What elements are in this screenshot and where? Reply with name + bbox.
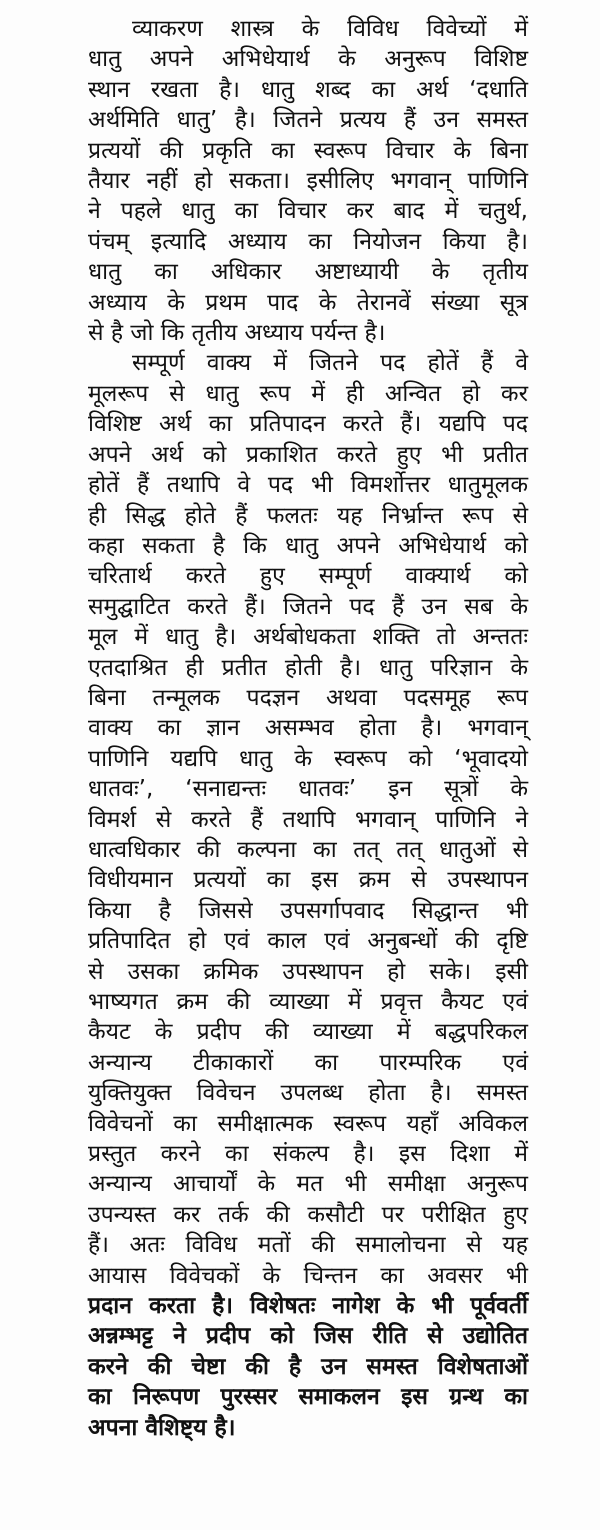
- text-line: अध्याय के प्रथम पाद के तेरानवें संख्या सूत्र: [88, 289, 528, 316]
- paragraph-1: [88, 14, 528, 348]
- text-line: वाक्य का ज्ञान असम्भव होता है। भगवान्: [88, 715, 528, 742]
- text-line: पाणिनि यद्यपि धातु के स्वरूप को ‘भूवादयो: [88, 745, 528, 772]
- text-line: से उसका क्रमिक उपस्थापन हो सके। इसी: [88, 958, 528, 985]
- text-line: करने की चेष्टा की है उन समस्त विशेषताओं: [88, 1353, 528, 1380]
- text-line: प्रदान करता है। विशेषतः नागेश के भी पूर्ववर्ती: [88, 1293, 528, 1320]
- text-line: विधीयमान प्रत्ययों का इस क्रम से उपस्थापन: [88, 867, 528, 894]
- text-line: प्रत्ययों की प्रकृति का स्वरूप विचार के बिना: [88, 137, 528, 164]
- text-line: धातवः’, ‘सनाद्यन्तः धातवः’ इन सूत्रों के: [88, 776, 528, 803]
- text-line: सम्पूर्ण वाक्य में जितने पद होतें हैं वे: [132, 350, 528, 377]
- text-line: प्रस्तुत करने का संकल्प है। इस दिशा में: [88, 1141, 528, 1168]
- text-line: कहा सकता है कि धातु अपने अभिधेयार्थ को: [88, 532, 528, 559]
- text-line: युक्तियुक्त विवेचन उपलब्ध होता है। समस्त: [88, 1080, 528, 1107]
- text-line: उपन्यस्त कर तर्क की कसौटी पर परीक्षित हुए: [88, 1201, 528, 1228]
- text-line: धातु अपने अभिधेयार्थ के अनुरूप विशिष्ट: [88, 46, 528, 73]
- text-line: बिना तन्मूलक पदज्ञन अथवा पदसमूह रूप: [88, 684, 528, 711]
- text-line: धातु का अधिकार अष्टाध्यायी के तृतीय: [88, 259, 528, 286]
- text-line: स्थान रखता है। धातु शब्द का अर्थ ‘दधाति: [88, 76, 528, 103]
- text-line: से है जो कि तृतीय अध्याय पर्यन्त है।: [88, 320, 386, 347]
- text-line: समुद्घाटित करते हैं। जितने पद हैं उन सब के: [88, 593, 528, 620]
- text-line: भाष्यगत क्रम की व्याख्या में प्रवृत्त कैयट एवं: [88, 989, 528, 1015]
- text-line: चरितार्थ करते हुए सम्पूर्ण वाक्यार्थ को: [88, 563, 528, 590]
- text-line: अपने अर्थ को प्रकाशित करते हुए भी प्रतीत: [88, 441, 528, 468]
- text-line: कैयट के प्रदीप की व्याख्या में बद्धपरिकल: [88, 1019, 528, 1046]
- text-line: प्रतिपादित हो एवं काल एवं अनुबन्धों की दृष्टि: [88, 928, 528, 955]
- text-line: विवेचनों का समीक्षात्मक स्वरूप यहाँ अविकल: [88, 1110, 528, 1137]
- text-line: एतदाश्रित ही प्रतीत होती है। धातु परिज्ञान के: [88, 654, 528, 681]
- paragraph-2: [88, 348, 528, 1443]
- body-text: [88, 14, 528, 1443]
- text-line: होतें हैं तथापि वे पद भी विमर्शोत्तर धातुमूलक: [88, 472, 528, 499]
- text-line: ही सिद्ध होते हैं फलतः यह निर्भ्रान्त रूप से: [88, 502, 528, 529]
- text-line: मूल में धातु है। अर्थबोधकता शक्ति तो अन्ततः: [88, 624, 528, 651]
- text-line: का निरूपण पुरस्सर समाकलन इस ग्रन्थ का: [88, 1384, 528, 1411]
- text-line: ने पहले धातु का विचार कर बाद में चतुर्थ,: [88, 198, 528, 225]
- text-line: विशिष्ट अर्थ का प्रतिपादन करते हैं। यद्यपि पद: [88, 411, 528, 438]
- text-line: अन्यान्य टीकाकारों का पारम्परिक एवं: [88, 1049, 528, 1076]
- text-line: अन्नम्भट्ट ने प्रदीप को जिस रीति से उद्योतित: [88, 1323, 528, 1350]
- text-line: किया है जिससे उपसर्गापवाद सिद्धान्त भी: [88, 897, 528, 924]
- text-line: आयास विवेचकों के चिन्तन का अवसर भी: [88, 1262, 528, 1289]
- text-line: पंचम् इत्यादि अध्याय का नियोजन किया है।: [88, 228, 528, 255]
- text-line: अपना वैशिष्ट्य है।: [88, 1414, 236, 1441]
- text-line: मूलरूप से धातु रूप में ही अन्वित हो कर: [88, 380, 528, 407]
- text-line: तैयार नहीं हो सकता। इसीलिए भगवान् पाणिनि: [88, 168, 528, 195]
- text-line: अन्यान्य आचार्यों के मत भी समीक्षा अनुरूप: [88, 1171, 528, 1198]
- text-line: विमर्श से करते हैं तथापि भगवान् पाणिनि ने: [88, 806, 528, 833]
- text-line: हैं। अतः विविध मतों की समालोचना से यह: [88, 1232, 528, 1259]
- text-line: व्याकरण शास्त्र के विविध विवेच्यों में: [132, 16, 528, 42]
- text-line: धात्वधिकार की कल्पना का तत् तत् धातुओं से: [88, 836, 528, 863]
- text-line: अर्थमिति धातु’ है। जितने प्रत्यय हैं उन समस्त: [88, 107, 528, 134]
